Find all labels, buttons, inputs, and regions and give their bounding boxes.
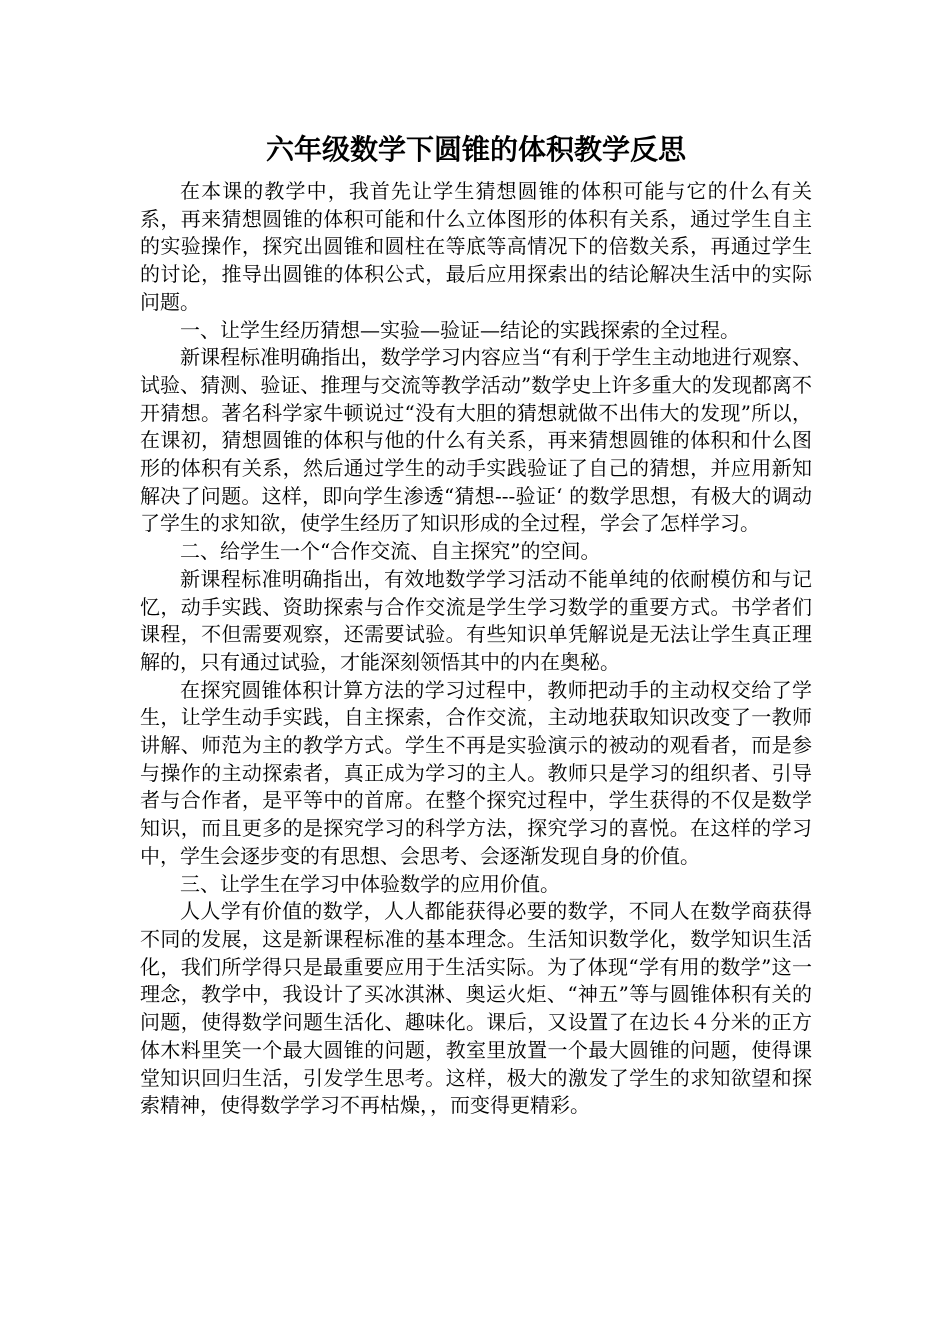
paragraph-section-1: 新课程标准明确指出，数学学习内容应当“有利于学生主动地进行观察、试验、猜测、验证、推理与交流等教学活动”数学史上许多重大的发现都离不开猜想。著名科学家牛顿说过“没有大胆的猜想就做不出伟大的发现”所以，在课初，猜想圆锥的体积与他的什么有关系，再来猜想圆锥的体积和什么图形的体积有关系，然后通过学生的动手实践验证了自己的猜想，并应用新知解决了问题。这样，即向学生渗透“猜想---验证‘ 的数学思想，有极大的调动了学生的求知欲，使学生经历了知识形成的全过程，学会了怎样学习。 [140,345,812,536]
paragraph-section-2b: 在探究圆锥体积计算方法的学习过程中，教师把动手的主动权交给了学生，让学生动手实践，自主探索，合作交流，主动地获取知识改变了一教师讲解、师范为主的教学方式。学生不再是实验演示的被动的观看者，而是参与操作的主动探索者，真正成为学习的主人。教师只是学习的组织者、引导者与合作者，是平等中的首席。在整个探究过程中，学生获得的不仅是数学知识，而且更多的是探究学习的科学方法，探究学习的喜悦。在这样的学习中，学生会逐步变的有思想、会思考、会逐渐发现自身的价值。 [140,677,812,868]
document-body [140,128,812,1120]
paragraph-section-2a: 新课程标准明确指出，有效地数学学习活动不能单纯的依耐模仿和与记忆，动手实践、资助探索与合作交流是学生学习数学的重要方式。书学者们课程，不但需要观察，还需要试验。有些知识单凭解说是无法让学生真正理解的，只有通过试验，才能深刻领悟其中的内在奥秘。 [140,566,812,674]
page-title: 六年级数学下圆锥的体积教学反思 [265,133,686,166]
section-heading-1: 一、让学生经历猜想—实验—验证—结论的实践探索的全过程。 [180,317,740,342]
section-heading-3: 三、让学生在学习中体验数学的应用价值。 [180,871,560,896]
section-heading-2: 二、给学生一个“合作交流、自主探究”的空间。 [180,539,601,564]
paragraph-section-3: 人人学有价值的数学，人人都能获得必要的数学，不同人在数学商获得不同的发展，这是新课程标准的基本理念。生活知识数学化，数学知识生活化，我们所学得只是最重要应用于生活实际。为了体现“学有用的数学”这一理念，教学中，我设计了买冰淇淋、奥运火炬、“神五”等与圆锥体积有关的问题，使得数学问题生活化、趣味化。课后，又设置了在边长４分米的正方体木料里笑一个最大圆锥的问题，教室里放置一个最大圆锥的问题，使得课堂知识回归生活，引发学生思考。这样，极大的激发了学生的求知欲望和探索精神，使得数学学习不再枯燥，，而变得更精彩。 [140,899,812,1118]
paragraph-intro: 在本课的教学中，我首先让学生猜想圆锥的体积可能与它的什么有关系，再来猜想圆锥的体积可能和什么立体图形的体积有关系，通过学生自主的实验操作，探究出圆锥和圆柱在等底等高情况下的倍数关系，再通过学生的讨论，推导出圆锥的体积公式，最后应用探索出的结论解决生活中的实际问题。 [140,179,812,314]
